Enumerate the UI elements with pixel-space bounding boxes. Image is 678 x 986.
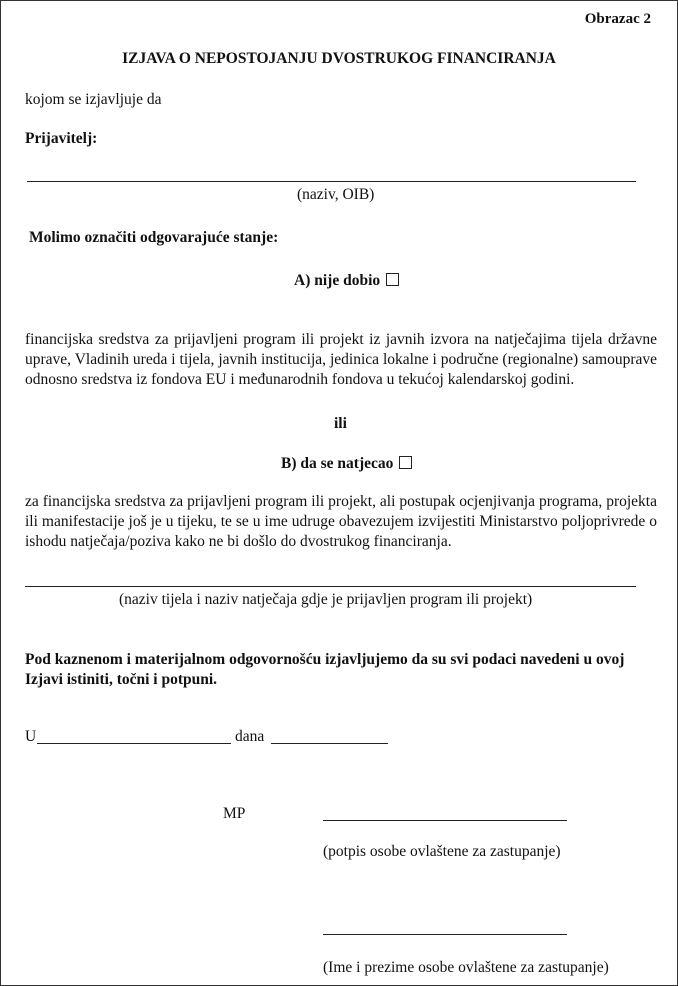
option-b-checkbox[interactable] [399,456,412,469]
signature-line[interactable] [323,820,567,821]
or-label: ili [334,415,347,432]
signature-caption: (potpis osobe ovlaštene za zastupanje) [323,843,561,860]
instruction-text: Molimo označiti odgovarajuće stanje: [29,229,279,246]
applicant-line[interactable] [27,181,636,182]
option-a[interactable] [294,272,399,290]
place-label: U [25,728,37,745]
option-a-checkbox[interactable] [386,273,399,286]
body-caption: (naziv tijela i naziv natječaja gdje je prijavljen program ili projekt) [119,591,533,608]
stamp-label: MP [223,805,246,822]
option-b-label: B) da se natjecao [281,455,394,472]
option-b-text: za financijska sredstva za prijavljeni program ili projekt, ali postupak ocjenjivanja programa, projekta ili manifestacije još je u tijeku, te se u ime udruge obavezujem izvijestiti Ministarstvo poljoprivrede o ishodu natječaja/poziva kako ne bi došlo do dvostrukog financiranja. [25,493,657,550]
form-number: Obrazac 2 [584,11,651,27]
option-a-text: financijska sredstva za prijavljeni program ili projekt iz javnih izvora na natječajima tijela državne uprave, Vladinih ureda i tijela, javnih institucija, jedinica lokalne i područne (regionalne) samouprave odnosno sredstva iz fondova EU i međunarodnih fondova u tekućoj kalendarskoj godini. [25,331,657,388]
name-line[interactable] [323,934,567,935]
intro-text: kojom se izjavljuje da [25,91,162,108]
name-caption: (Ime i prezime osobe ovlaštene za zastupanje) [323,959,609,976]
document-title: IZJAVA O NEPOSTOJANJU DVOSTRUKOG FINANCIRANJA [122,50,556,67]
applicant-label: Prijavitelj: [25,130,98,147]
declaration-text: Pod kaznenom i materijalnom odgovornošću izjavljujemo da su svi podaci navedeni u ovoj Izjavi istiniti, točni i potpuni. [25,651,625,688]
option-a-label: A) nije dobio [294,272,381,289]
date-label: dana [235,728,265,745]
date-line[interactable] [271,743,388,744]
body-line[interactable] [25,586,636,587]
option-b[interactable] [281,455,412,473]
place-line[interactable] [37,743,231,744]
applicant-caption: (naziv, OIB) [297,186,375,203]
